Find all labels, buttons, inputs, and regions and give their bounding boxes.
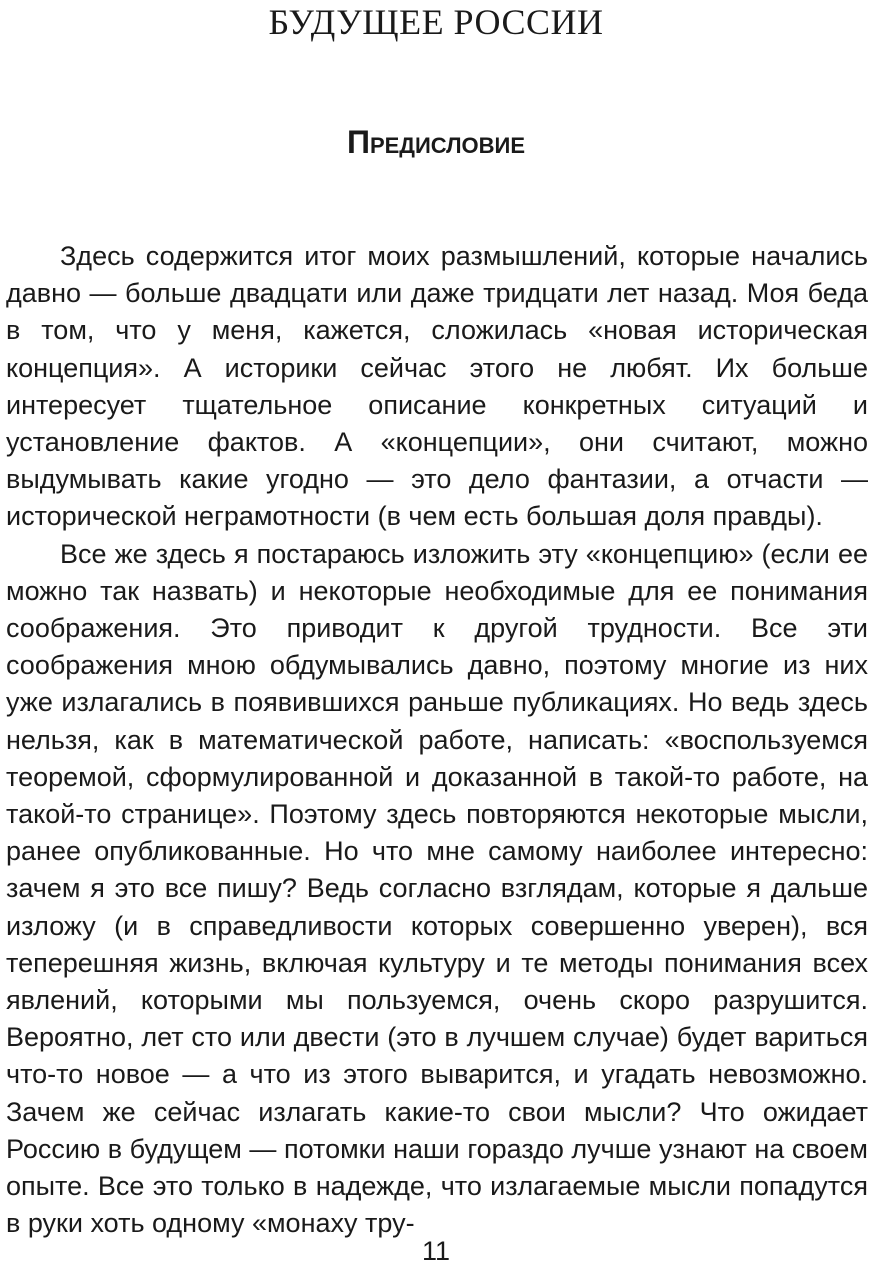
running-head: БУДУЩЕЕ РОССИИ: [268, 2, 604, 42]
paragraph: Все же здесь я постараюсь изложить эту «концепцию» (если ее можно так назвать) и некоторые необходимые для ее понимания соображения. Это приводит к другой трудности. Все эти соображения мною обдумывались давно, поэтому многие из них уже излагались в появившихся раньше публикациях. Но ведь здесь нельзя, как в математической работе, написать: «воспользуемся теоремой, сформулированной и доказанной в такой-то работе, на такой-то странице». Поэтому здесь повторяются некоторые мысли, ранее опубликованные. Но что мне самому наиболее интересно: зачем я это все пишу? Ведь согласно взглядам, которые я дальше изложу (и в справедливости которых совершенно уверен), вся теперешняя жизнь, включая культуру и те методы понимания всех явлений, которыми мы пользуемся, очень скоро разрушится. Вероятно, лет сто или двести (это в лучшем случае) будет вариться что-то новое — а что из этого выварится, и угадать невозможно. Зачем же сейчас излагать какие-то свои мысли? Что ожидает Россию в будущем — потомки наши гораздо лучше узнают на своем опыте. Все это только в надежде, что излагаемые мысли попадутся в руки хоть одному «монаху тру-: [6, 538, 868, 1239]
chapter-title: Предисловие: [346, 124, 526, 160]
paragraph: Здесь содержится итог моих размышлений, которые начались давно — больше двадцати или даже тридцати лет назад. Моя беда в том, что у меня, кажется, сложилась «новая историческая концепция». А историки сейчас этого не любят. Их больше интересует тщательное описание конкретных ситуаций и установление фактов. А «концепции», они считают, можно выдумывать какие угодно — это дело фантазии, а отчасти — исторической неграмотности (в чем есть большая доля правды).: [6, 241, 868, 532]
page-number: 11: [421, 1236, 451, 1266]
body-text: [6, 238, 868, 1242]
